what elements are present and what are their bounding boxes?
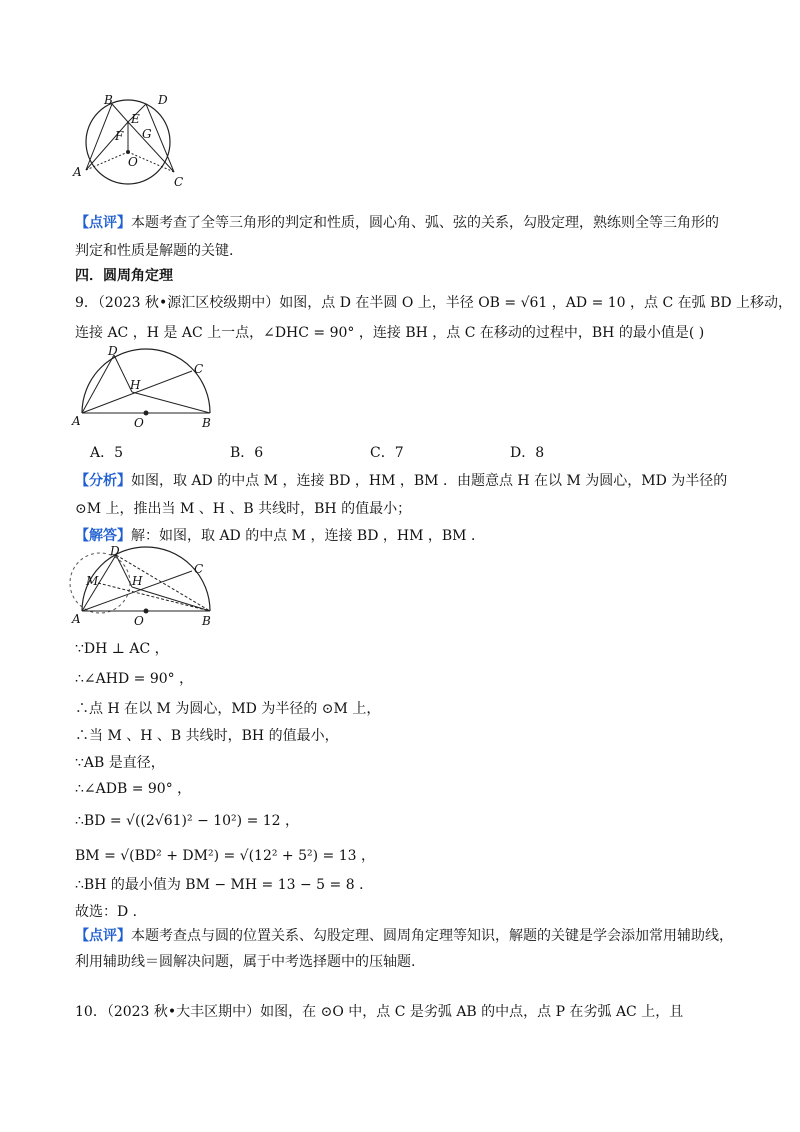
label-O: O xyxy=(134,614,144,628)
label-D: D xyxy=(108,345,118,358)
label-O: O xyxy=(134,416,144,430)
label-B: B xyxy=(202,614,211,628)
label-B: B xyxy=(104,93,113,107)
label-M: M xyxy=(86,574,99,588)
review-tag: 【点评】 xyxy=(75,215,131,231)
option-c: C．7 xyxy=(370,445,404,461)
option-d: D．8 xyxy=(510,445,545,461)
label-C: C xyxy=(174,175,184,189)
option-a: A．5 xyxy=(90,445,124,461)
label-D: D xyxy=(110,545,120,558)
solution-step-7: ∴BD = √((2√61)² − 10²) = 12 ， xyxy=(75,813,300,829)
label-H: H xyxy=(130,378,141,392)
label-H: H xyxy=(132,574,143,588)
question-9-line-2: 连接 AC ，H 是 AC 上一点，∠DHC = 90° ，连接 BH ，点 C 在移动的过程中，BH 的最小值是( ) xyxy=(75,325,705,341)
label-A: A xyxy=(73,165,82,179)
label-O: O xyxy=(128,155,138,169)
figure-circle-diagram xyxy=(70,92,200,192)
question-9-line-1: 9．（2023 秋•源汇区校级期中）如图，点 D 在半圆 O 上，半径 OB = √61 ，AD = 10 ，点 C 在弧 BD 上移动， xyxy=(75,295,793,311)
label-E: E xyxy=(131,112,140,126)
analysis-tag: 【分析】 xyxy=(75,473,131,489)
label-C: C xyxy=(194,562,204,576)
review-2-tag: 【点评】 xyxy=(75,928,131,944)
option-b: B．6 xyxy=(230,445,264,461)
solution-step-2: ∴∠AHD = 90° ， xyxy=(75,671,194,687)
solution-line-1: 【解答】解：如图，取 AD 的中点 M ，连接 BD ，HM ，BM ． xyxy=(75,528,485,544)
review-1-line-1: 【点评】本题考查了全等三角形的判定和性质，圆心角、弧、弦的关系，勾股定理，熟练则全等三角形的 xyxy=(75,215,719,231)
figure-semicircle-q9 xyxy=(70,345,220,430)
label-D: D xyxy=(158,93,168,107)
solution-step-1: ∵DH ⊥ AC ， xyxy=(75,641,169,657)
analysis-line-2: ⊙M 上，推出当 M 、H 、B 共线时，BH 的值最小； xyxy=(75,501,412,517)
solution-step-10: 故选：D ． xyxy=(75,904,147,920)
solution-step-8: BM = √(BD² + DM²) = √(12² + 5²) = 13 ， xyxy=(75,848,375,864)
label-B: B xyxy=(202,416,211,430)
section-title: 四．圆周角定理 xyxy=(75,268,173,284)
label-F: F xyxy=(115,129,124,143)
question-10-line-1: 10．（2023 秋•大丰区期中）如图，在 ⊙O 中，点 C 是劣弧 AB 的中点，点 P 在劣弧 AC 上，且 xyxy=(75,1004,684,1020)
label-C: C xyxy=(194,362,204,376)
solution-step-9: ∴BH 的最小值为 BM − MH = 13 − 5 = 8 ． xyxy=(75,877,374,893)
solution-tag: 【解答】 xyxy=(75,528,131,544)
solution-step-5: ∵AB 是直径， xyxy=(75,755,165,771)
label-G: G xyxy=(142,127,152,141)
review-2-line-1: 【点评】本题考查点与圆的位置关系、勾股定理、圆周角定理等知识，解题的关键是学会添加常用辅助线， xyxy=(75,928,733,944)
solution-step-4: ∴当 M 、H 、B 共线时，BH 的值最小， xyxy=(75,728,339,744)
review-2-line-2: 利用辅助线＝圆解决问题，属于中考选择题中的压轴题. xyxy=(75,954,416,970)
label-A: A xyxy=(72,612,81,626)
figure-semicircle-solution xyxy=(68,545,223,630)
analysis-line-1: 【分析】如图，取 AD 的中点 M ，连接 BD ，HM ，BM ．由题意点 H 在以 M 为圆心，MD 为半径的 xyxy=(75,473,728,489)
solution-step-3: ∴点 H 在以 M 为圆心，MD 为半径的 ⊙M 上， xyxy=(75,701,381,717)
solution-step-6: ∴∠ADB = 90° ， xyxy=(75,781,192,797)
question-9-options xyxy=(90,442,650,462)
label-A: A xyxy=(72,414,81,428)
review-1-line-2: 判定和性质是解题的关键. xyxy=(75,243,234,259)
